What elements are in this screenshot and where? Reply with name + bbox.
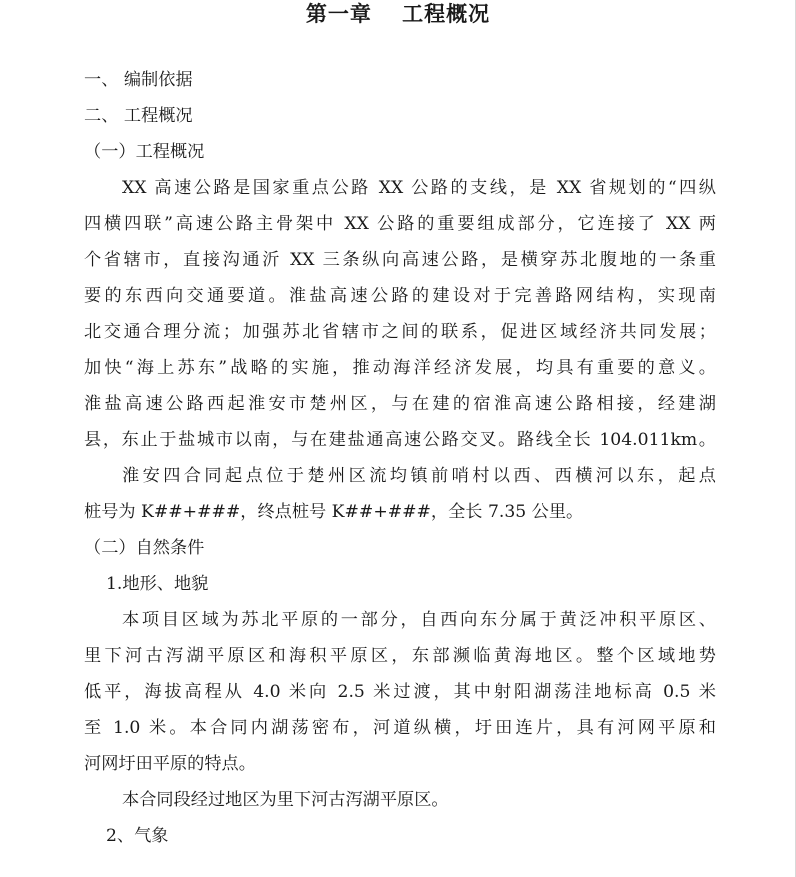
paragraph-line: 个省辖市，直接沟通沂 XX 三条纵向高速公路，是横穿苏北腹地的一条重 — [84, 250, 716, 270]
paragraph-line: 县，东止于盐城市以南，与在建盐通高速公路交叉。路线全长 104.011km。 — [84, 430, 716, 450]
heading-overview: 二、 工程概况 — [84, 106, 193, 126]
paragraph-line: 要的东西向交通要道。淮盐高速公路的建设对于完善路网结构，实现南 — [84, 286, 716, 306]
paragraph-line: 里下河古泻湖平原区和海积平原区，东部濒临黄海地区。整个区域地势 — [84, 646, 716, 666]
subsection-terrain: 1.地形、地貌 — [106, 574, 209, 594]
paragraph-line: 加快“海上苏东”战略的实施，推动海洋经济发展，均具有重要的意义。 — [84, 358, 716, 378]
paragraph-line: 四横四联”高速公路主骨架中 XX 公路的重要组成部分，它连接了 XX 两 — [84, 214, 716, 234]
paragraph-line: 淮盐高速公路西起淮安市楚州区，与在建的宿淮高速公路相接，经建湖 — [84, 394, 716, 414]
paragraph-line: XX 高速公路是国家重点公路 XX 公路的支线，是 XX 省规划的“四纵 — [122, 178, 716, 198]
subheading-project-overview: （一）工程概况 — [84, 142, 205, 162]
paragraph-line: 桩号为 K##+###，终点桩号 K##+###，全长 7.35 公里。 — [84, 502, 584, 522]
subheading-natural-conditions: （二）自然条件 — [84, 538, 205, 558]
paragraph-line: 淮安四合同起点位于楚州区流均镇前哨村以西、西横河以东，起点 — [122, 466, 716, 486]
paragraph-line: 北交通合理分流；加强苏北省辖市之间的联系，促进区域经济共同发展； — [84, 322, 716, 342]
paragraph-line: 至 1.0 米。本合同内湖荡密布，河道纵横，圩田连片，具有河网平原和 — [84, 718, 716, 738]
paragraph-line: 低平，海拔高程从 4.0 米向 2.5 米过渡，其中射阳湖荡洼地标高 0.5 米 — [84, 682, 716, 702]
chapter-title: 第一章 工程概况 — [305, 2, 491, 26]
heading-basis: 一、 编制依据 — [84, 70, 193, 90]
paragraph-line: 本合同段经过地区为里下河古泻湖平原区。 — [122, 790, 449, 810]
subsection-climate: 2、气象 — [106, 826, 169, 846]
paragraph-line: 河网圩田平原的特点。 — [84, 754, 256, 774]
paragraph-line: 本项目区域为苏北平原的一部分，自西向东分属于黄泛冲积平原区、 — [122, 610, 716, 630]
